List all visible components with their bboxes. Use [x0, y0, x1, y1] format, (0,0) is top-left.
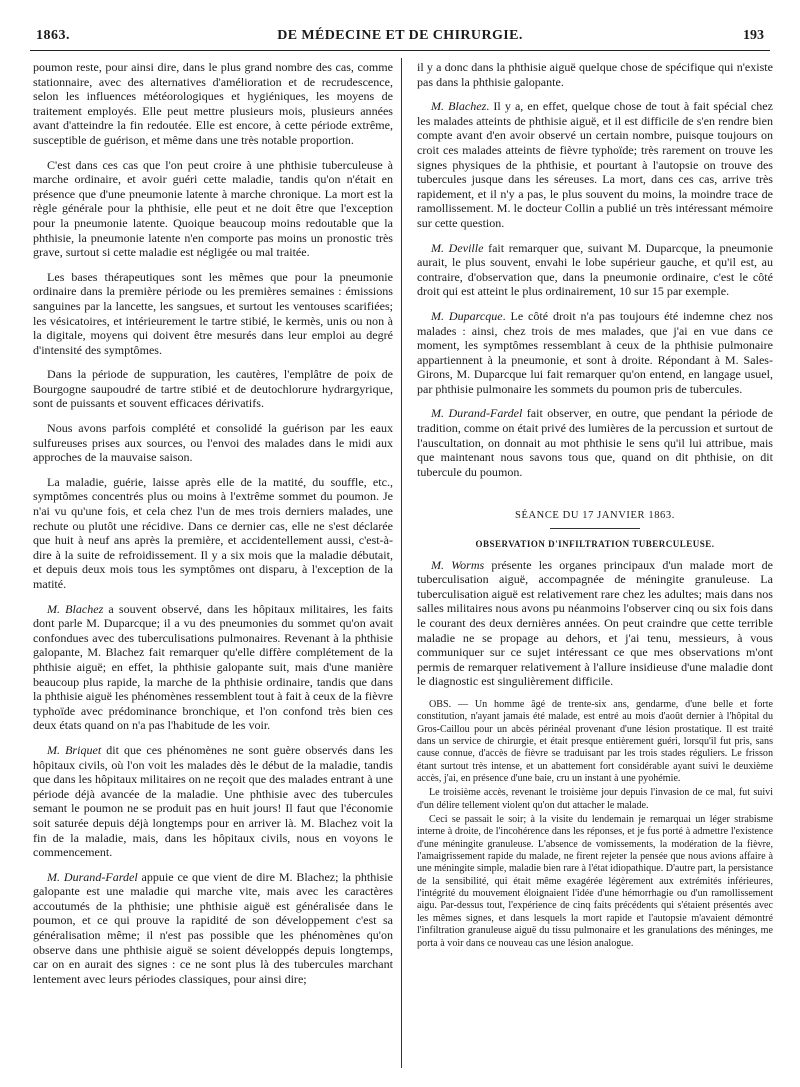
speaker-remark: fait observer, en outre, que pendant la période de tradition, comme on était privé des lumières de la percussion et surtout de l'auscultation, on donnait au mot phthisie le sens qu'il lui attribue, mais que maintenant nous savons tous que, quand on dit phthisie, on dit tubercule du poumon. — [417, 406, 773, 479]
header-year: 1863. — [36, 28, 70, 43]
column-divider — [401, 58, 402, 1068]
speaker-name: M. Briquet — [47, 742, 102, 757]
speaker-remark: . Il y a, en effet, quelque chose de tout à fait spécial chez les malades atteints de phthisie aiguë, et il est difficile de s'en rendre bien compte avant d'en avoir observé un certain nombre, puisque toujours on croit ces malades atteints de fièvre typhoïde; très rarement on trouve les signes physiques de la phthisie, et pourtant à l'autopsie on trouve des tubercules jusque dans les séreuses. La mort, dans ces cas, arrive très rapidement, et il n'y a pas, le plus souvent du moins, la moindre trace de ramollissement. M. le docteur Collin a publié un très intéressant mémoire sur cette question. — [417, 99, 773, 230]
worms-paragraph — [417, 558, 773, 689]
section-rule — [550, 528, 640, 529]
left-column — [33, 60, 393, 996]
discussion-paragraph — [417, 241, 773, 299]
observation-case — [417, 699, 773, 950]
paragraph: Nous avons parfois complété et consolidé la guérison par les eaux sulfureuses prises aux sources, ou l'envoi des malades dans le midi aux approches de la mauvaise saison. — [33, 421, 393, 465]
paragraph: il y a donc dans la phthisie aiguë quelque chose de spécifique qui n'existe pas dans la phthisie galopante. — [417, 60, 773, 89]
discussion-paragraph — [417, 406, 773, 479]
speaker-name: M. Blachez — [47, 601, 104, 616]
speaker-remark: dit que ces phénomènes ne sont guère observés dans les hôpitaux civils, où l'on voit les malades dès le début de la maladie, tandis que dans les hôpitaux militaires on ne reçoit que des malades entrant à une période déjà avancée de la maladie. Une phthisie avec des tubercules semant le poumon ne se produit pas en huit jours! Il faut que l'économie soit saturée depuis déjà longtemps pour en arriver là. M. Blachez voit la fin de la maladie, mais, dans les hôpitaux civils, nous en voyons le commencement. — [33, 742, 393, 860]
paragraph: poumon reste, pour ainsi dire, dans le plus grand nombre des cas, comme stationnaire, avec des alternatives d'amélioration et de recrudescence, selon les influences météorologiques et hygiéniques, les moyens de traitement employés. Elle peut mettre plusieurs mois, plusieurs années avant d'atteindre la fin redoutée. Elle est encore, à cette période extrême, susceptible de guérison, et même dans une très notable proportion. — [33, 60, 393, 147]
running-header — [30, 26, 770, 51]
speaker-remark: fait remarquer que, suivant M. Duparcque, la pneumonie aurait, le plus souvent, envahi le lobe supérieur gauche, et qu'il est, au contraire, d'observation que, dans la pneumonie ordinaire, c'est le côté droit qui est atteint le plus ordinairement, 10 sur 15 par exemple. — [417, 240, 773, 299]
header-title: DE MÉDECINE ET DE CHIRURGIE. — [277, 28, 523, 43]
speaker-name: M. Durand-Fardel — [47, 869, 138, 884]
case-paragraph: Ceci se passait le soir; à la visite du lendemain je remarquai un léger strabisme interne à droite, de l'incohérence dans les réponses, et je fus porté à admettre l'existence d'une méningite granuleuse. L'absence de vomissements, la modération de la fièvre, l'amaigrissement rapide du malade, ne firent rejeter la pensée que nous avions affaire à une méningite simple, maladie bien rare à l'état idiopathique. D'autre part, la persistance de la sensibilité, qui était même exagérée légèrement aux extrémités inférieures, l'intégrité du mouvement éloignaient l'idée d'une hémorrhagie ou d'un ramollissement aigu. Par-dessus tout, l'expérience de cinq faits précédents qui s'étaient présentés avec les mêmes signes, et dans lesquels la mort rapide et l'autopsie m'avaient démontré l'infiltration granuleuse aiguë du tissu pulmonaire et les granulations des méninges, me porta à voir dans ce nouveau cas une lésion analogue. — [417, 814, 773, 949]
speaker-name: M. Durand-Fardel — [431, 406, 523, 421]
right-column — [417, 60, 773, 952]
session-heading: SÉANCE DU 17 JANVIER 1863. — [515, 510, 675, 522]
observation-heading: OBSERVATION D'INFILTRATION TUBERCULEUSE. — [475, 539, 715, 550]
discussion-paragraph — [417, 99, 773, 230]
speaker-name: M. Worms — [431, 557, 485, 572]
discussion-paragraph — [33, 743, 393, 860]
speaker-remark: . Le côté droit n'a pas toujours été indemne chez nos malades : ainsi, chez trois de mes malades, que j'ai en vue dans ce moment, les symptômes ressemblant à ceux de la phthisie pulmonaire appartiennent à la pneumonie, et sont à droite. Répondant à M. Sales-Girons, M. Duparcque lui fait remarquer qu'on entend, en langage usuel, par phthisie pulmonaire les sommets du poumon pris de tubercules. — [417, 308, 773, 396]
speaker-remark: présente les organes principaux d'un malade mort de tuberculisation aiguë, accompagnée de méningite granuleuse. La tuberculisation aiguë est relativement rare chez les adultes; mais dans nos salles militaires nous avons pu néanmoins l'observer cinq ou six fois dans le courant des deux dernières années. On peut craindre que cette terrible maladie ne se propage au dehors, et j'ai tenu, messieurs, à vous communiquer sur ce sujet intéressant ce que mes observations m'ont permis de remarquer relativement à l'allure insidieuse d'une maladie dont le diagnostic est singulièrement difficile. — [417, 557, 773, 689]
speaker-remark: a souvent observé, dans les hôpitaux militaires, les faits dont parle M. Duparcque; il a vu des pneumonies du sommet qu'on avait confondues avec des tuberculisations pulmonaires. Revenant à la phthisie galopante, M. Blachez fait remarquer qu'elle diffère complétement de la phthisie aiguë; en effet, la phthisie galopante suit, mais d'une manière beaucoup plus rapide, la marche de la phthisie ordinaire, tandis que dans la phthisie aiguë les phénomènes ressemblent tout à fait à ceux de la fièvre typhoïde avec prédominance bronchique, et l'on confond très bien ces deux états quand on n'a pas l'habitude de les voir. — [33, 601, 393, 733]
paragraph: La maladie, guérie, laisse après elle de la matité, du souffle, etc., symptômes concentrés plus ou moins à l'extrême sommet du poumon. Je n'ai vu qu'une fois, et cela chez l'un de mes trois derniers malades, une rechute ou plutôt une récidive. Dans ce dernier cas, elle ne s'est déclarée que huit à neuf ans après la première, et accidentellement aussi, c'est-à-dire à la suite de refroidissement. Il y a six mois que la maladie débutait, et depuis deux mois tous les symptômes ont disparu, à l'exception de la matité. — [33, 474, 393, 591]
case-paragraph: OBS. — Un homme âgé de trente-six ans, gendarme, d'une belle et forte constitution, n'ayant jamais été malade, est entré au mois d'août dernier à l'hôpital du Gros-Caillou pour un abcès périnéal provenant d'une lésion prostatique. Il est traité dans un service de chirurgie, et était presque entièrement guéri, lorsqu'il fut pris, sans cause connue, d'accès de fièvre se traduisant par les trois stades réguliers. Le frisson étant surtout très intense, et un abattement fort considérable ayant suivi le deuxième accès, j'ai, en présence d'une baie, cru un instant à une pyohémie. — [417, 698, 773, 785]
case-paragraph: Le troisième accès, revenant le troisième jour depuis l'invasion de ce mal, fut suivi d'un délire tellement violent qu'on dut attacher le malade. — [417, 787, 773, 811]
paragraph: C'est dans ces cas que l'on peut croire à une phthisie tuberculeuse à marche ordinaire, et avoir guéri cette maladie, tandis qu'on n'était en présence que d'une pneumonie latente à marche chronique. La mort est la règle générale pour la phthisie, elle peut et ne doit être que l'exception pour la pneumonie latente. Quoique beaucoup moins redoutable que la phthisie, la pneumonie latente n'en comporte pas moins un pronostic très grave, surtout si cette maladie est négligée ou mal traitée. — [33, 157, 393, 260]
paragraph: Les bases thérapeutiques sont les mêmes que pour la pneumonie ordinaire dans la première période ou les premières semaines : émissions sanguines par la lancette, les sangsues, et surtout les ventouses scarifiées; les vésicatoires, et intérieurement le tartre stibié, le kermès, unis ou non à la digitale, moyens qui doivent être mesurés dans leur emploi au degré d'intensité des symptômes. — [33, 269, 393, 357]
speaker-name: M. Duparcque — [431, 308, 503, 323]
discussion-paragraph — [417, 309, 773, 397]
speaker-name: M. Blachez — [431, 99, 487, 114]
discussion-paragraph — [33, 870, 393, 987]
discussion-paragraph — [33, 602, 393, 733]
speaker-name: M. Deville — [431, 240, 484, 255]
paragraph: Dans la période de suppuration, les cautères, l'emplâtre de poix de Bourgogne saupoudré de tartre stibié et de deutochlorure hydrargyrique, sont de puissants et souvent efficaces dérivatifs. — [33, 367, 393, 411]
speaker-remark: appuie ce que vient de dire M. Blachez; la phthisie galopante est une maladie qui marche vite, mais avec les caractères accoutumés de la phthisie; une phthisie aiguë est généralisée dans le poumon, et ce qui prouve la rapidité de son développement c'est sa généralisation même; il n'est pas possible que les phénomènes qu'on observe dans une phthisie aiguë se soient développés depuis longtemps, car on en aurait des signes : ce ne sont plus là des tubercules marchant lentement avec leurs périodes classiques, pour ainsi dire; — [33, 869, 393, 986]
page-number: 193 — [743, 28, 764, 43]
